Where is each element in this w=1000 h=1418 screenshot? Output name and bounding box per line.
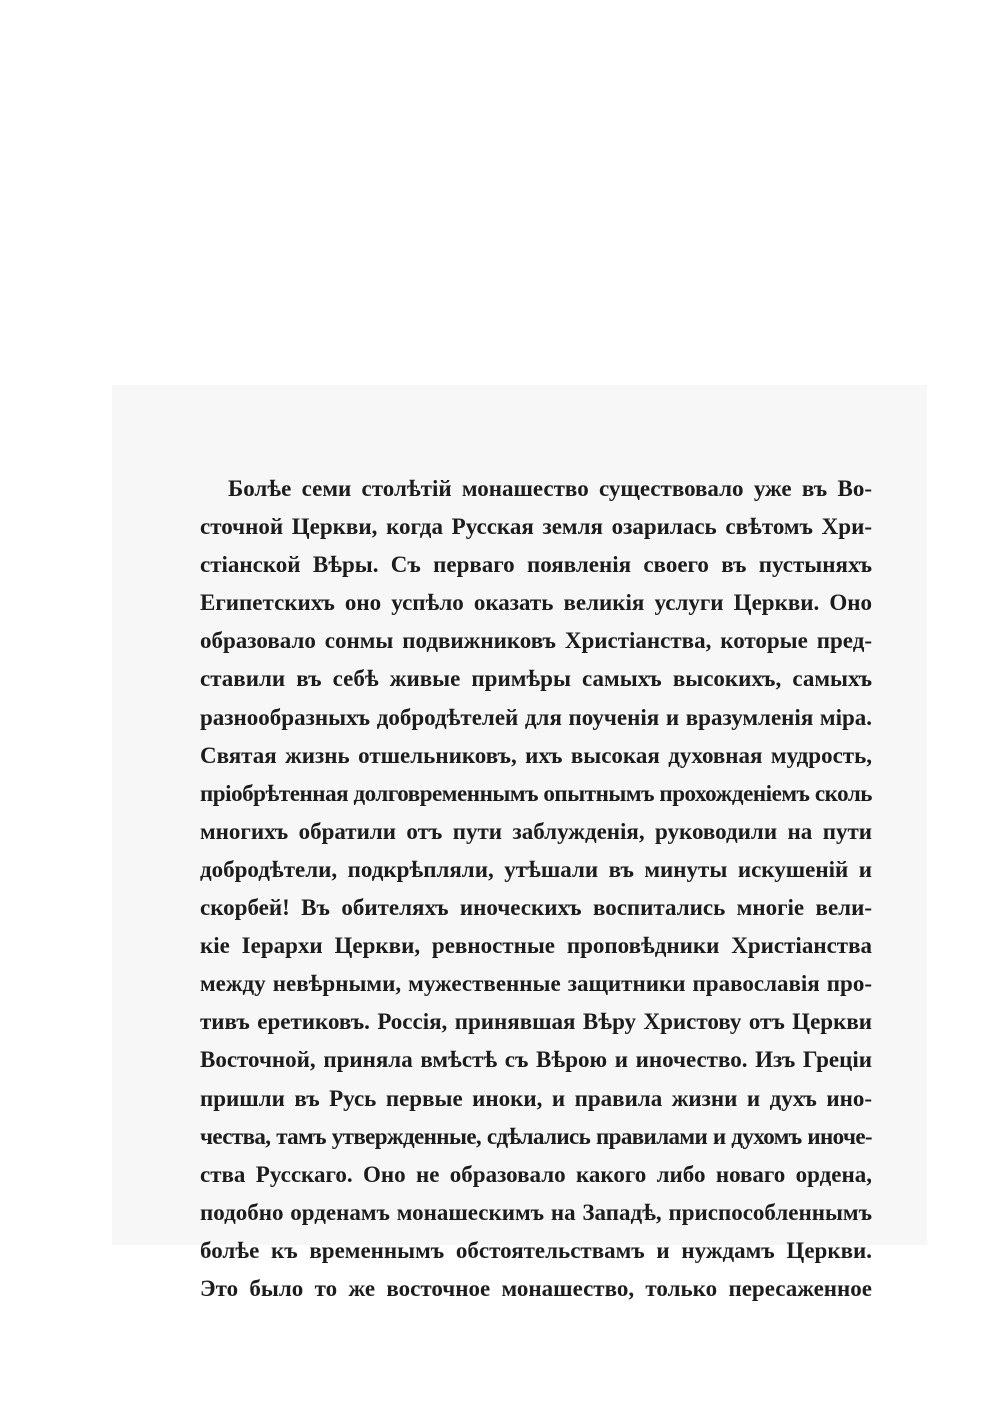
- text-line: кіе Іерархи Церкви, ревностные проповѣдники Христіанства: [200, 933, 872, 959]
- text-line: разнообразныхъ добродѣтелей для поученія и вразумленія міра.: [200, 704, 872, 730]
- text-line: Восточной, приняла вмѣстѣ съ Вѣрою и иночество. Изъ Греціи: [200, 1047, 872, 1073]
- text-line: тивъ еретиковъ. Россія, принявшая Вѣру Христову отъ Церкви: [200, 1009, 872, 1035]
- text-line: ставили въ себѣ живые примѣры самыхъ высокихъ, самыхъ: [200, 666, 872, 692]
- text-line: ства Русскаго. Оно не образовало какого либо новаго ордена,: [200, 1161, 872, 1187]
- text-line: болѣе къ временнымъ обстоятельствамъ и нуждамъ Церкви.: [200, 1237, 872, 1263]
- text-line: Святая жизнь отшельниковъ, ихъ высокая духовная мудрость,: [200, 742, 872, 768]
- text-line: образовало сонмы подвижниковъ Христіанства, которые пред-: [200, 628, 872, 654]
- text-line: скорбей! Въ обителяхъ иноческихъ воспитались многіе вели-: [200, 895, 872, 921]
- text-line: Болѣе семи столѣтій монашество существовало уже въ Во-: [228, 476, 872, 501]
- text-line: стіанской Вѣры. Съ перваго появленія своего въ пустыняхъ: [200, 552, 872, 578]
- text-line: чества, тамъ утвержденные, сдѣлались правилами и духомъ иноче-: [200, 1123, 872, 1149]
- text-line: сточной Церкви, когда Русская земля озарилась свѣтомъ Хри-: [200, 514, 872, 540]
- text-line: пріобрѣтенная долговременнымъ опытнымъ прохожденіемъ сколь: [200, 780, 872, 806]
- text-line: пришли въ Русь первые иноки, и правила жизни и духъ ино-: [200, 1085, 872, 1111]
- text-line: Египетскихъ оно успѣло оказать великія услуги Церкви. Оно: [200, 590, 872, 616]
- body-paragraph: [200, 470, 872, 1308]
- text-line: многихъ обратили отъ пути заблужденія, руководили на пути: [200, 818, 872, 844]
- text-line: между невѣрными, мужественные защитники православія про-: [200, 971, 872, 997]
- text-line: добродѣтели, подкрѣпляли, утѣшали въ минуты искушеній и: [200, 856, 872, 882]
- text-line: Это было то же восточное монашество, только пересаженное: [200, 1275, 872, 1301]
- text-line: подобно орденамъ монашескимъ на Западѣ, приспособленнымъ: [200, 1199, 872, 1225]
